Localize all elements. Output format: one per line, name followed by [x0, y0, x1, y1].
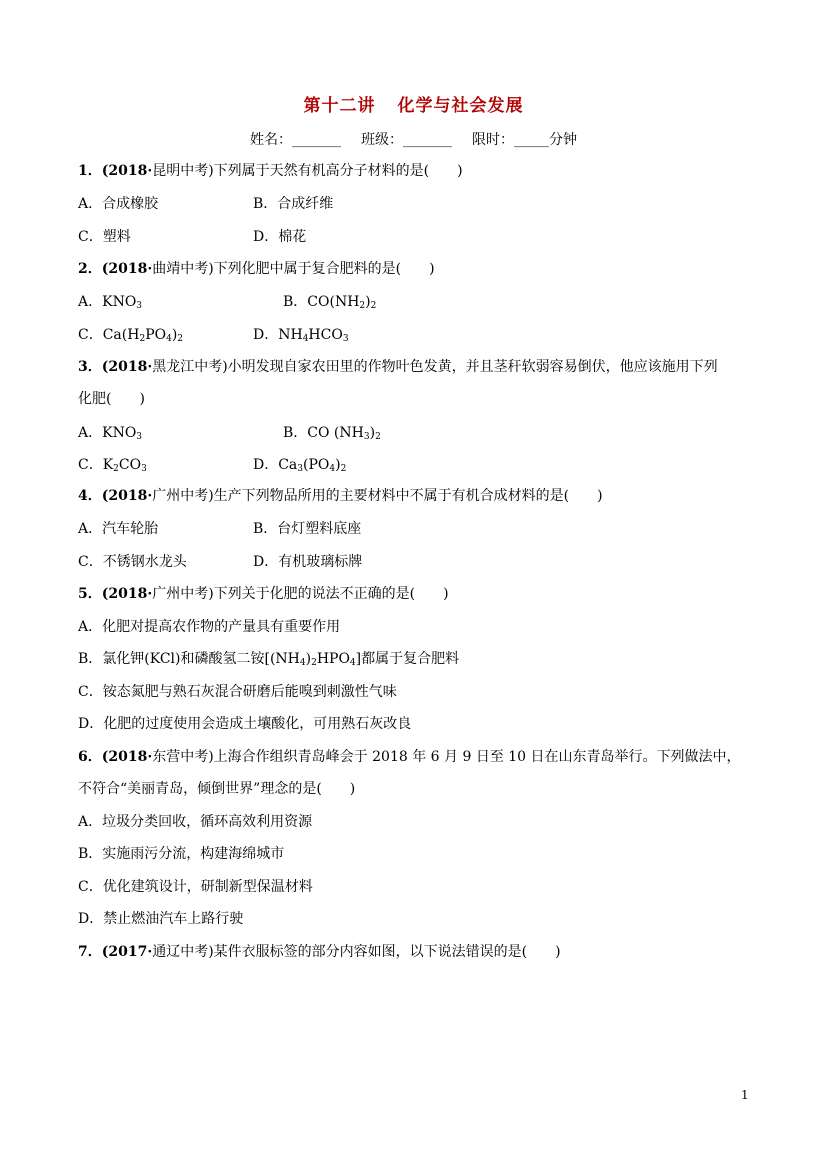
q6-option-b: B．实施雨污分流，构建海绵城市 — [78, 846, 285, 862]
q5-option-b: B．氯化钾(KCl)和磷酸氢二铵$[(NH_4)_2HPO_4]$都属于复合肥料 — [78, 651, 460, 668]
q1-option-d: D．棉花 — [253, 229, 307, 245]
q4-option-a: A．汽车轮胎 — [78, 521, 159, 537]
q1-option-c: C．塑料 — [78, 229, 131, 245]
q3-option-c: C．$K_2CO_3$ — [78, 457, 147, 474]
question-5: 5．(2018·广州中考)下列关于化肥的说法不正确的是( ) — [78, 586, 449, 602]
q2-option-b: B．$CO(NH_2)_2$ — [283, 294, 377, 311]
page-title — [0, 91, 827, 116]
student-info — [0, 129, 827, 149]
question-6-continued: 不符合“美丽青岛，倾倒世界”理念的是( ) — [78, 781, 356, 797]
q2-option-d: D．$NH_4HCO_3$ — [253, 327, 349, 344]
q4-option-c: C．不锈钢水龙头 — [78, 554, 187, 570]
q5-option-c: C．铵态氮肥与熟石灰混合研磨后能嗅到刺激性气味 — [78, 684, 397, 700]
question-3-continued: 化肥( ) — [78, 391, 145, 407]
question-6: 6．(2018·东营中考)上海合作组织青岛峰会于 2018 年 6 月 9 日至 10 日在山东青岛举行。下列做法中， — [78, 749, 741, 765]
title-main: 第十二讲 — [303, 96, 376, 116]
question-4: 4．(2018·广州中考)生产下列物品所用的主要材料中不属于有机合成材料的是( ) — [78, 488, 603, 504]
q4-option-d: D．有机玻璃标牌 — [253, 554, 363, 570]
question-2: 2．(2018·曲靖中考)下列化肥中属于复合肥料的是( ) — [78, 261, 435, 277]
title-sub: 化学与社会发展 — [397, 96, 524, 116]
question-7: 7．(2017·通辽中考)某件衣服标签的部分内容如图，以下说法错误的是( ) — [78, 944, 561, 960]
question-3: 3．(2018·黑龙江中考)小明发现自家农田里的作物叶色发黄，并且茎秆软弱容易倒伏，他应该施用下列 — [78, 359, 718, 375]
q5-option-d: D．化肥的过度使用会造成土壤酸化，可用熟石灰改良 — [78, 716, 412, 732]
q3-option-b: B．CO $(NH_3)_2$ — [283, 425, 381, 442]
q6-option-d: D．禁止燃油汽车上路行驶 — [78, 911, 244, 927]
q3-option-a: A．$KNO_3$ — [78, 425, 143, 442]
q1-option-a: A．合成橡胶 — [78, 196, 159, 212]
q5-option-a: A．化肥对提高农作物的产量具有重要作用 — [78, 619, 341, 635]
class-field: 班级：_______ — [361, 132, 452, 148]
q1-option-b: B．合成纤维 — [253, 196, 334, 212]
page-number: 1 — [741, 1088, 749, 1102]
time-limit-field: 限时：_____分钟 — [472, 132, 577, 148]
q3-option-d: D．$Ca_3(PO_4)_2$ — [253, 457, 347, 474]
q4-option-b: B．台灯塑料底座 — [253, 521, 362, 537]
question-1: 1．(2018·昆明中考)下列属于天然有机高分子材料的是( ) — [78, 163, 463, 179]
q6-option-a: A．垃圾分类回收，循环高效利用资源 — [78, 814, 313, 830]
name-field: 姓名：_______ — [250, 132, 341, 148]
q2-option-a: A．$KNO_3$ — [78, 294, 143, 311]
q2-option-c: C．$Ca(H_2PO_4)_2$ — [78, 327, 184, 344]
q6-option-c: C．优化建筑设计，研制新型保温材料 — [78, 879, 313, 895]
